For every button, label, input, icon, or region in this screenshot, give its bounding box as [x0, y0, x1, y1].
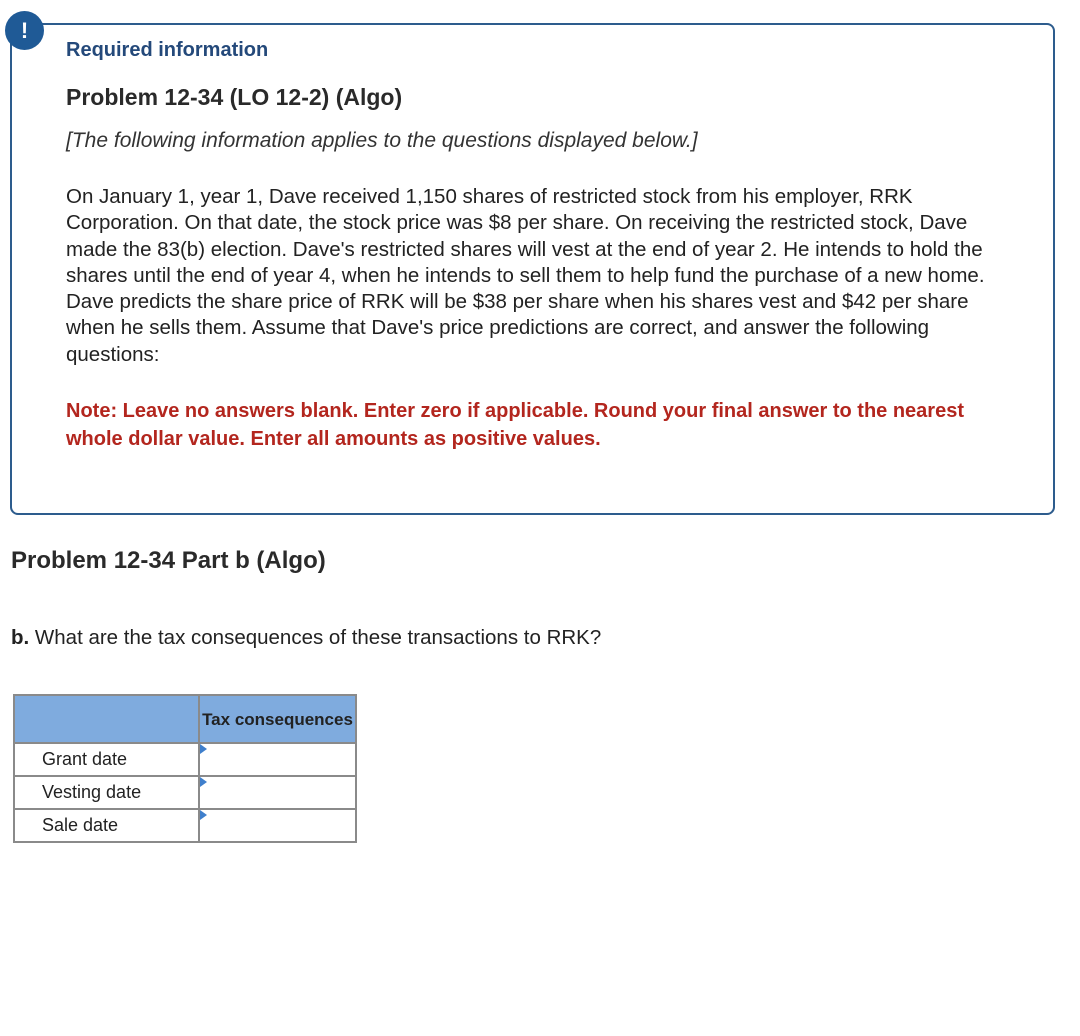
table-row: [14, 743, 356, 776]
alert-icon: !: [5, 11, 44, 50]
question-letter: b.: [11, 626, 30, 649]
header-tax-consequences: Tax consequences: [199, 695, 356, 743]
row-label-sale-date: Sale date: [14, 809, 199, 842]
answer-note: Note: Leave no answers blank. Enter zero if applicable. Round your final answer to the nearest whole dollar value. Enter all amounts as positive values.: [66, 400, 964, 450]
required-info-heading: Required information: [66, 39, 269, 61]
question-text: What are the tax consequences of these transactions to RRK?: [29, 626, 602, 649]
problem-title: Problem 12-34 (LO 12-2) (Algo): [66, 84, 403, 110]
vesting-date-input[interactable]: [200, 777, 355, 808]
cell-marker-icon: [200, 777, 207, 787]
table-row: [14, 776, 356, 809]
table-row: [14, 809, 356, 842]
tax-consequences-table: [13, 694, 357, 843]
part-title: Problem 12-34 Part b (Algo): [11, 547, 326, 574]
grant-date-input[interactable]: [200, 744, 355, 775]
header-blank-cell: [14, 695, 199, 743]
row-label-vesting-date: Vesting date: [14, 776, 199, 809]
vesting-date-cell: [199, 776, 356, 809]
sale-date-input[interactable]: [200, 810, 355, 841]
problem-body: On January 1, year 1, Dave received 1,150 shares of restricted stock from his employer, RRK Corporation. On that date, the stock price was $8 per share. On receiving the restricted stock, Dave made the 83(b) election. Dave's restricted shares will vest at the end of year 2. He intends to hold the shares until the end of year 4, when he intends to sell them to help fund the purchase of a new home. Dave predicts the share price of RRK will be $38 per share when his shares vest and $42 per share when he sells them. Assume that Dave's price predictions are correct, and answer the following questions:: [66, 185, 985, 366]
context-note: [The following information applies to the questions displayed below.]: [66, 129, 698, 152]
grant-date-cell: [199, 743, 356, 776]
row-label-grant-date: Grant date: [14, 743, 199, 776]
cell-marker-icon: [200, 810, 207, 820]
sale-date-cell: [199, 809, 356, 842]
table-header-row: [14, 695, 356, 743]
cell-marker-icon: [200, 744, 207, 754]
question: [11, 626, 601, 650]
